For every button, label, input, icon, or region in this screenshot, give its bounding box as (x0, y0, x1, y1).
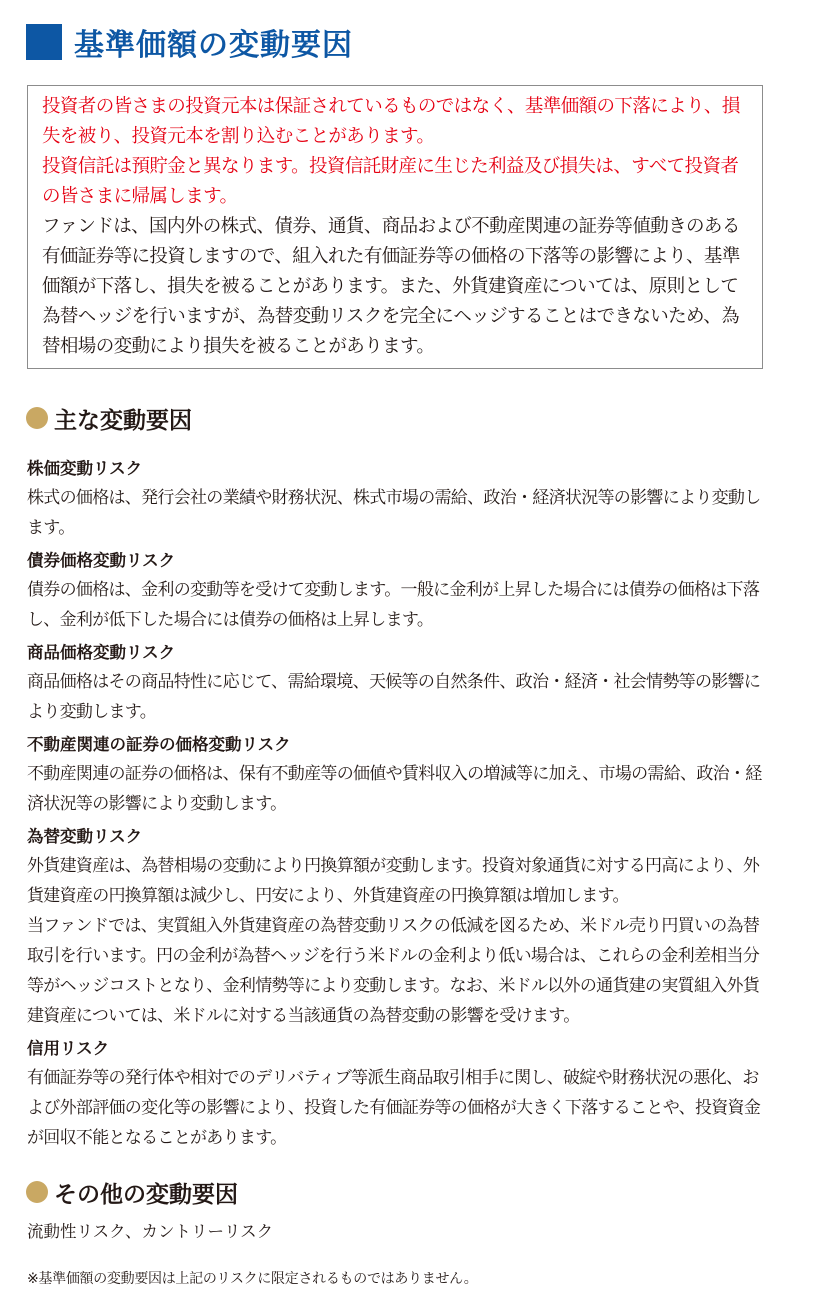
main-factors-heading-text: 主な変動要因 (54, 407, 192, 434)
risk-name: 為替変動リスク (27, 827, 143, 846)
risk-name: 信用リスク (27, 1039, 110, 1058)
title-square-icon (26, 24, 62, 60)
principal-warning: 投資者の皆さまの投資元本は保証されているものではなく、基準価額の下落により、損失を被り、投資元本を割り込むことがあります。 (42, 96, 740, 147)
risk-name: 商品価格変動リスク (27, 643, 176, 662)
risk-description: 商品価格はその商品特性に応じて、需給環境、天候等の自然条件、政治・経済・社会情勢等の影響により変動します。 (27, 672, 761, 722)
risk-name: 債券価格変動リスク (27, 551, 176, 570)
bullet-circle-icon (26, 407, 48, 429)
risk-item-bond (27, 549, 772, 635)
page-title-text: 基準価額の変動要因 (74, 28, 353, 63)
bullet-circle-icon (26, 1181, 48, 1203)
risk-item-stock (27, 457, 772, 543)
fund-risk-notice: ファンドは、国内外の株式、債券、通貨、商品および不動産関連の証券等値動きのある有価証券等に投資しますので、組入れた有価証券等の価格の下落等の影響により、基準価額が下落し、損失を被ることがあります。また、外貨建資産については、原則として為替ヘッジを行いますが、為替変動リスクを完全にヘッジすることはできないため、為替相場の変動により損失を被ることがあります。 (42, 216, 740, 357)
risk-description: 債券の価格は、金利の変動等を受けて変動します。一般に金利が上昇した場合には債券の価格は下落し、金利が低下した場合には債券の価格は上昇します。 (27, 580, 760, 630)
other-risks-text: 流動性リスク、カントリーリスク (27, 1222, 274, 1241)
risk-name: 不動産関連の証券の価格変動リスク (27, 735, 291, 754)
risk-item-currency (27, 825, 772, 1031)
risk-description: 当ファンドでは、実質組入外貨建資産の為替変動リスクの低減を図るため、米ドル売り円買いの為替取引を行います。円の金利が為替ヘッジを行う米ドルの金利より低い場合は、これらの金利差相当分等がヘッジコストとなり、金利情勢等により変動します。なお、米ドル以外の通貨建の実質組入外貨建資産については、米ドルに対する当該通貨の為替変動の影響を受けます。 (27, 916, 760, 1026)
deposit-warning: 投資信託は預貯金と異なります。投資信託財産に生じた利益及び損失は、すべて投資者の皆さまに帰属します。 (42, 156, 739, 207)
risk-description: 有価証券等の発行体や相対でのデリバティブ等派生商品取引相手に関し、破綻や財務状況の悪化、および外部評価の変化等の影響により、投資した有価証券等の価格が大きく下落することや、投資資金が回収不能となることがあります。 (27, 1068, 761, 1148)
footnote: ※基準価額の変動要因は上記のリスクに限定されるものではありません。 (27, 1271, 478, 1287)
main-factors-heading (26, 401, 192, 435)
other-factors-heading (26, 1175, 238, 1209)
notice-box (27, 85, 763, 369)
risk-item-credit (27, 1037, 772, 1153)
page-title (26, 20, 353, 64)
risk-description: 株式の価格は、発行会社の業績や財務状況、株式市場の需給、政治・経済状況等の影響により変動します。 (27, 488, 761, 538)
risk-list (27, 457, 772, 1159)
risk-item-commodity (27, 641, 772, 727)
risk-name: 株価変動リスク (27, 459, 143, 478)
risk-description: 不動産関連の証券の価格は、保有不動産等の価値や賃料収入の増減等に加え、市場の需給、政治・経済状況等の影響により変動します。 (27, 764, 762, 814)
other-factors-heading-text: その他の変動要因 (54, 1181, 238, 1208)
risk-description: 外貨建資産は、為替相場の変動により円換算額が変動します。投資対象通貨に対する円高により、外貨建資産の円換算額は減少し、円安により、外貨建資産の円換算額は増加します。 (27, 856, 760, 906)
risk-item-real-estate (27, 733, 772, 819)
